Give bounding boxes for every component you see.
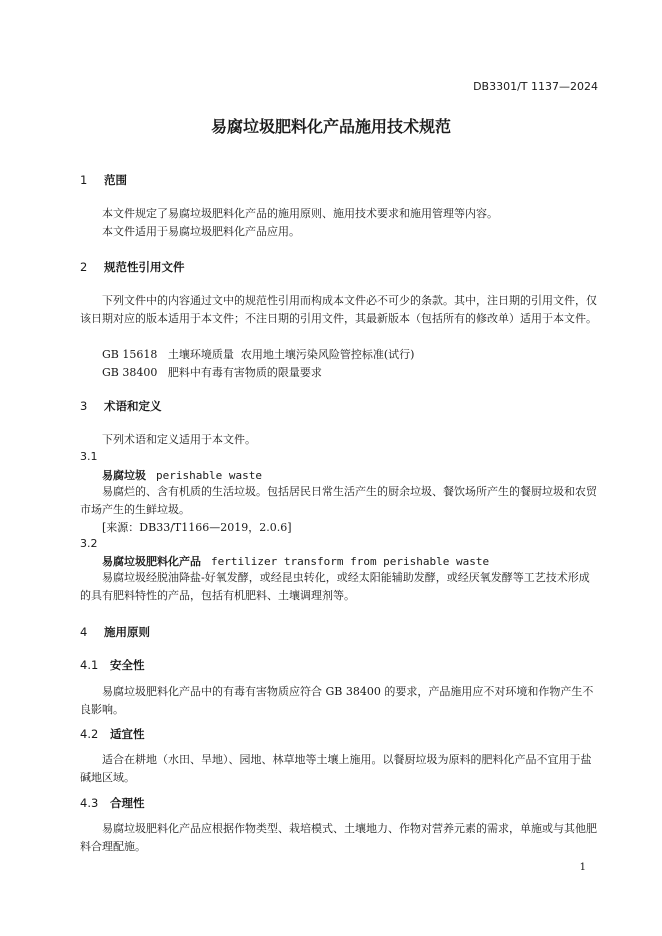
section-number: 1 xyxy=(80,173,88,187)
section-2-heading xyxy=(80,259,185,275)
section-number: 4.3 xyxy=(80,796,99,810)
term-zh: 易腐垃圾 xyxy=(102,469,146,482)
term-number: 3.2 xyxy=(80,537,98,550)
term-heading xyxy=(102,553,489,569)
section-1-heading xyxy=(80,172,127,188)
section-3-para-1: 下列术语和定义适用于本文件。 xyxy=(102,433,256,446)
section-4-heading xyxy=(80,624,150,640)
section-1-para-2: 本文件适用于易腐垃圾肥料化产品应用。 xyxy=(102,225,300,238)
section-4-3-heading xyxy=(80,795,145,811)
section-title: 施用原则 xyxy=(104,625,150,639)
section-title: 规范性引用文件 xyxy=(104,260,185,274)
section-4-1-heading xyxy=(80,657,145,673)
section-2-para-1: 下列文件中的内容通过文中的规范性引用而构成本文件必不可少的条款。其中，注日期的引用文件，仅该日期对应的版本适用于本文件；不注日期的引用文件，其最新版本（包括所有的修改单）适用于本文件。 xyxy=(80,294,597,325)
document-title: 易腐垃圾肥料化产品施用技术规范 xyxy=(210,117,451,136)
section-title: 安全性 xyxy=(110,658,145,672)
term-source: [来源：DB33/T1166—2019，2.0.6] xyxy=(102,521,292,534)
section-1-para-1: 本文件规定了易腐垃圾肥料化产品的施用原则、施用技术要求和施用管理等内容。 xyxy=(102,207,498,220)
section-number: 2 xyxy=(80,260,88,274)
term-en: perishable waste xyxy=(156,469,262,482)
term-en: fertilizer transform from perishable waste xyxy=(211,555,490,568)
term-definition: 易腐烂的、含有机质的生活垃圾。包括居民日常生活产生的厨余垃圾、餐饮场所产生的餐厨垃圾和农贸市场产生的生鲜垃圾。 xyxy=(80,485,597,516)
section-4-1-para: 易腐垃圾肥料化产品中的有毒有害物质应符合 GB 38400 的要求，产品施用应不对环境和作物产生不良影响。 xyxy=(80,685,594,716)
section-4-2-para: 适合在耕地（水田、旱地）、园地、林草地等土壤上施用。以餐厨垃圾为原料的肥料化产品不宜用于盐碱地区域。 xyxy=(80,753,592,784)
section-number: 4.1 xyxy=(80,658,99,672)
section-title: 范围 xyxy=(104,173,127,187)
section-title: 术语和定义 xyxy=(104,399,162,413)
document-code: DB3301/T 1137—2024 xyxy=(473,80,598,93)
term-number: 3.1 xyxy=(80,450,98,463)
section-number: 4 xyxy=(80,625,88,639)
section-4-3-para: 易腐垃圾肥料化产品应根据作物类型、栽培模式、土壤地力、作物对营养元素的需求，单施或与其他肥料合理配施。 xyxy=(80,822,597,853)
reference-item: GB 38400 肥料中有毒有害物质的限量要求 xyxy=(102,366,322,379)
section-4-2-heading xyxy=(80,726,145,742)
term-definition: 易腐垃圾经脱油降盐-好氧发酵，或经昆虫转化，或经太阳能辅助发酵，或经厌氧发酵等工艺技术形成的具有肥料特性的产品，包括有机肥料、土壤调理剂等。 xyxy=(80,571,590,602)
section-number: 4.2 xyxy=(80,727,99,741)
term-zh: 易腐垃圾肥料化产品 xyxy=(102,555,201,568)
page-number: 1 xyxy=(579,862,586,873)
section-number: 3 xyxy=(80,399,88,413)
term-heading xyxy=(102,467,262,483)
section-title: 适宜性 xyxy=(110,727,145,741)
section-title: 合理性 xyxy=(110,796,145,810)
reference-item: GB 15618 土壤环境质量 农用地土壤污染风险管控标准(试行) xyxy=(102,348,415,361)
section-3-heading xyxy=(80,398,162,414)
